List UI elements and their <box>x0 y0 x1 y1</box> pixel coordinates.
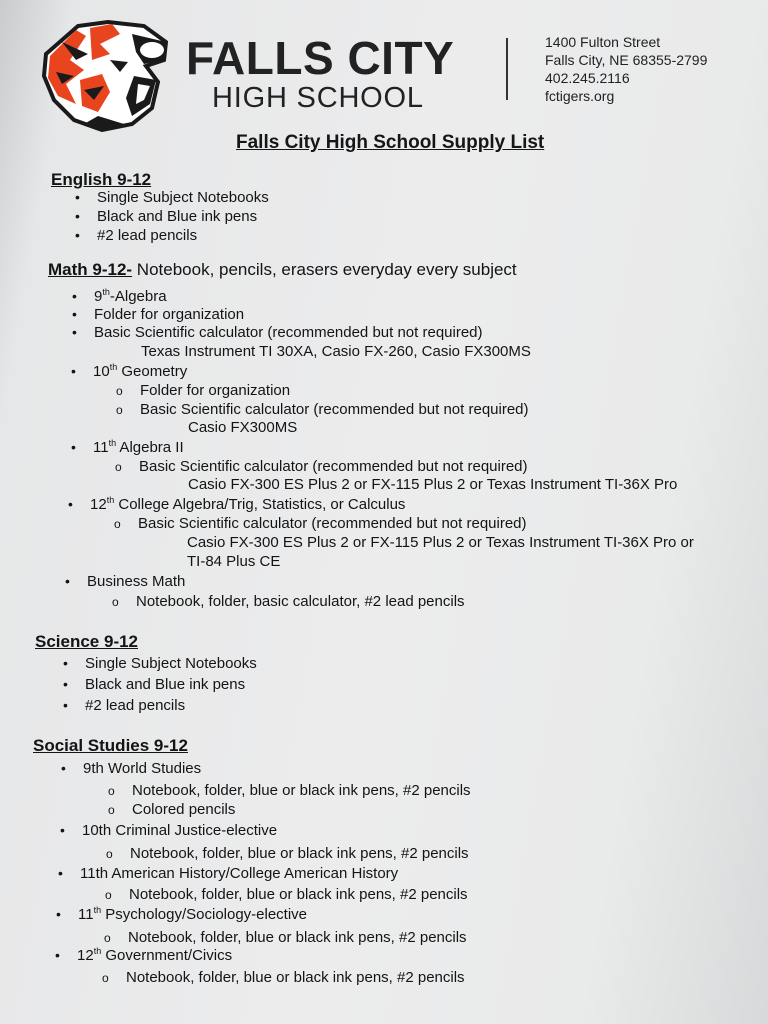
ordinal-number: 10 <box>93 363 110 380</box>
ordinal-suffix: th <box>109 362 118 372</box>
business-items: o Notebook, folder, basic calculator, #2 lead pencils <box>136 592 465 611</box>
math-10th-geometry <box>93 362 187 381</box>
school-address <box>545 33 707 105</box>
math-heading-note: Notebook, pencils, erasers everyday every subject <box>132 260 517 279</box>
criminal-items: o Notebook, folder, blue or black ink pens, #2 pencils <box>130 844 469 863</box>
ordinal-suffix: th <box>106 495 115 505</box>
ordinal-suffix: th <box>93 905 102 915</box>
algebra-ii-calc-models: Casio FX-300 ES Plus 2 or FX-115 Plus 2 or Texas Instrument TI-36X Pro <box>188 476 678 493</box>
social-studies-heading: Social Studies 9-12 <box>33 736 188 755</box>
history-items: o Notebook, folder, blue or black ink pens, #2 pencils <box>129 885 468 904</box>
letterhead <box>40 20 760 132</box>
english-heading: English 9-12 <box>51 170 152 189</box>
english-item-3: • #2 lead pencils <box>97 226 197 245</box>
government-items: o Notebook, folder, blue or black ink pens, #2 pencils <box>126 968 465 987</box>
letterhead-divider <box>506 38 508 100</box>
math-9th-algebra <box>94 287 167 306</box>
geometry-calc: o Basic Scientific calculator (recommended but not required) <box>140 400 529 419</box>
math-11th-algebra-ii <box>93 438 184 457</box>
english-item-1: • Single Subject Notebooks <box>97 188 269 207</box>
ordinal-number: 11 <box>78 906 94 923</box>
page-title: Falls City High School Supply List <box>236 132 545 153</box>
school-name-line1: FALLS CITY <box>186 32 455 84</box>
social-9th-world: • 9th World Studies <box>83 759 201 778</box>
course-name: -Algebra <box>109 288 167 305</box>
ordinal-number: 12 <box>77 947 94 964</box>
course-name: College Algebra/Trig, Statistics, or Calculus <box>114 496 406 513</box>
ordinal-suffix: th <box>93 946 102 956</box>
english-item-2: • Black and Blue ink pens <box>97 207 257 226</box>
math-heading: Math 9-12- <box>48 260 133 279</box>
ordinal-number: 12 <box>90 496 107 513</box>
science-item-3: • #2 lead pencils <box>85 696 185 715</box>
world-items: o Notebook, folder, blue or black ink pens, #2 pencils <box>132 781 471 800</box>
math-folder: • Folder for organization <box>94 305 244 324</box>
course-name: Algebra II <box>116 439 184 456</box>
college-calc: o Basic Scientific calculator (recommended but not required) <box>138 514 527 533</box>
geometry-folder: o Folder for organization <box>140 381 290 400</box>
ordinal-number: 11 <box>93 439 109 456</box>
math-business: • Business Math <box>87 572 185 591</box>
psychology-items: o Notebook, folder, blue or black ink pens, #2 pencils <box>128 928 467 947</box>
address-phone: 402.245.2116 <box>545 70 630 86</box>
math-12th-college <box>90 495 405 514</box>
social-12th-government <box>77 946 232 965</box>
address-street: 1400 Fulton Street <box>545 34 661 50</box>
world-colored-pencils: o Colored pencils <box>132 800 235 819</box>
course-name: Government/Civics <box>101 947 233 964</box>
math-heading-line <box>48 260 517 279</box>
science-item-1: • Single Subject Notebooks <box>85 654 257 673</box>
math-calc-models-9: Texas Instrument TI 30XA, Casio FX-260, Casio FX300MS <box>141 343 531 360</box>
algebra-ii-calc: o Basic Scientific calculator (recommended but not required) <box>139 457 528 476</box>
ordinal-number: 9 <box>94 288 103 305</box>
school-name-line2: HIGH SCHOOL <box>212 82 424 114</box>
ordinal-suffix: th <box>102 287 110 297</box>
social-10th-criminal: • 10th Criminal Justice-elective <box>82 821 277 840</box>
course-name: Geometry <box>117 363 188 380</box>
address-website: fctigers.org <box>545 88 615 104</box>
course-name: Psychology/Sociology-elective <box>101 906 308 923</box>
geometry-calc-models: Casio FX300MS <box>188 419 298 436</box>
address-city: Falls City, NE 68355-2799 <box>545 52 708 68</box>
ordinal-suffix: th <box>108 438 117 448</box>
school-name <box>186 34 454 114</box>
science-heading: Science 9-12 <box>35 632 139 651</box>
college-calc-models-2: TI-84 Plus CE <box>187 553 281 570</box>
college-calc-models-1: Casio FX-300 ES Plus 2 or FX-115 Plus 2 or Texas Instrument TI-36X Pro or <box>187 534 694 551</box>
tiger-logo-icon <box>40 20 180 132</box>
social-11th-history: • 11th American History/College American History <box>80 864 398 883</box>
social-11th-psychology <box>78 905 307 924</box>
math-calc-basic: • Basic Scientific calculator (recommended but not required) <box>94 323 483 342</box>
science-item-2: • Black and Blue ink pens <box>85 675 245 694</box>
